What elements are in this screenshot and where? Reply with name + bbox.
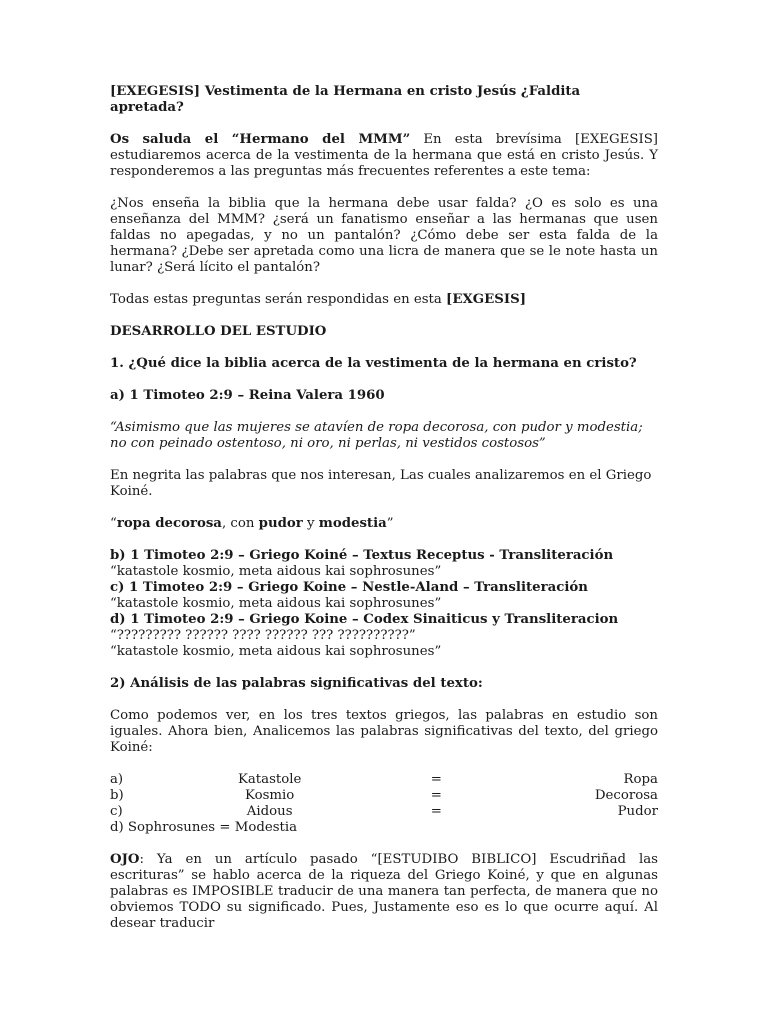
verse-d-heading: d) 1 Timoteo 2:9 – Griego Koine – Codex Sinaiticus y Transliteracion (110, 612, 619, 627)
intro-paragraph (110, 132, 658, 180)
analysis-paragraph: Como podemos ver, en los tres textos griegos, las palabras en estudio son iguales. Ahora bien, Analicemos las palabras significativas del texto, del griego Koiné: (110, 708, 658, 755)
greek-word: Aidous (246, 804, 293, 819)
verse-d-text: “katastole kosmio, meta aidous kai sophrosunes” (110, 644, 442, 659)
todas-text: Todas estas preguntas serán respondidas en esta (110, 292, 447, 307)
ojo-paragraph (110, 852, 658, 932)
todas-paragraph (110, 292, 658, 308)
quote-close: ” (386, 516, 394, 531)
key-phrase (110, 516, 658, 532)
word-meaning: Ropa (623, 772, 658, 787)
todas-bold: [EXGESIS] (446, 292, 526, 307)
ojo-text: : Ya en un artículo pasado “[ESTUDIBO BIBLICO] Escudriñad las escrituras” se hablo acerca de la riqueza del Griego Koiné, y que en algunas palabras es IMPOSIBLE traducir de una manera tan perfecta, de manera que no obviemos TODO su significado. Pues, Justamente eso es lo que ocurre aquí. Al desear traducir (110, 852, 658, 931)
section-heading-desarrollo: DESARROLLO DEL ESTUDIO (110, 324, 327, 339)
document-body (110, 84, 658, 932)
analysis-heading: 2) Análisis de las palabras significativas del texto: (110, 676, 483, 691)
key-word-ropa-decorosa: ropa decorosa (116, 516, 222, 531)
word-meaning: Decorosa (594, 788, 658, 803)
key-phrase-connector-2: y (302, 516, 319, 531)
verse-quote: “Asimismo que las mujeres se atavíen de ropa decorosa, con pudor y modestia; no con peinado ostentoso, ni oro, ni perlas, ni vestidos costosos” (110, 420, 643, 451)
word-row-label: b) (110, 788, 124, 803)
question-1-heading: 1. ¿Qué dice la biblia acerca de la vestimenta de la hermana en cristo? (110, 356, 637, 371)
negrita-paragraph: En negrita las palabras que nos interesan, Las cuales analizaremos en el Griego Koiné. (110, 468, 652, 499)
verse-a-heading: a) 1 Timoteo 2:9 – Reina Valera 1960 (110, 388, 385, 403)
greek-word: Kosmio (245, 788, 295, 803)
verse-c-text: “katastole kosmio, meta aidous kai sophrosunes” (110, 596, 442, 611)
greek-word: Katastole (237, 772, 302, 787)
equals-sign: = (430, 772, 442, 787)
word-row (110, 788, 658, 804)
key-word-modestia: modestia (318, 516, 387, 531)
word-meaning: Pudor (617, 804, 658, 819)
verse-b-text: “katastole kosmio, meta aidous kai sophrosunes” (110, 564, 442, 579)
quote-open: “ (110, 516, 117, 531)
ojo-label: OJO (110, 852, 140, 867)
word-row (110, 804, 658, 820)
verse-d-greek: “????????? ?????? ???? ?????? ??? ??????????” (110, 628, 416, 643)
intro-text: En esta brevísima [EXEGESIS] estudiaremos acerca de la vestimenta de la hermana que está en cristo Jesús. Y responderemos a las preguntas más frecuentes referentes a este tema: (110, 132, 658, 179)
word-table (110, 772, 658, 836)
key-phrase-connector-1: , con (221, 516, 259, 531)
word-row-last: d) Sophrosunes = Modestia (110, 820, 298, 835)
word-row-label: a) (110, 772, 124, 787)
document-title: [EXEGESIS] Vestimenta de la Hermana en cristo Jesús ¿Faldita apretada? (110, 84, 581, 115)
word-row (110, 772, 658, 788)
questions-paragraph: ¿Nos enseña la biblia que la hermana debe usar falda? ¿O es solo es una enseñanza del MMM? ¿será un fanatismo enseñar a las hermanas que usen faldas no apegadas, y no un pantalón? ¿Cómo debe ser esta falda de la hermana? ¿Debe ser apretada como una licra de manera que se le note hasta un lunar? ¿Será lícito el pantalón? (110, 196, 658, 275)
verse-b-heading: b) 1 Timoteo 2:9 – Griego Koiné – Textus Receptus - Transliteración (110, 548, 614, 563)
equals-sign: = (430, 788, 442, 803)
verse-c-heading: c) 1 Timoteo 2:9 – Griego Koine – Nestle-Aland – Transliteración (110, 580, 588, 595)
equals-sign: = (430, 804, 442, 819)
word-row-label: c) (110, 804, 123, 819)
intro-greeting: Os saluda el “Hermano del MMM” (110, 132, 411, 147)
greek-versions (110, 548, 658, 660)
key-word-pudor: pudor (258, 516, 303, 531)
